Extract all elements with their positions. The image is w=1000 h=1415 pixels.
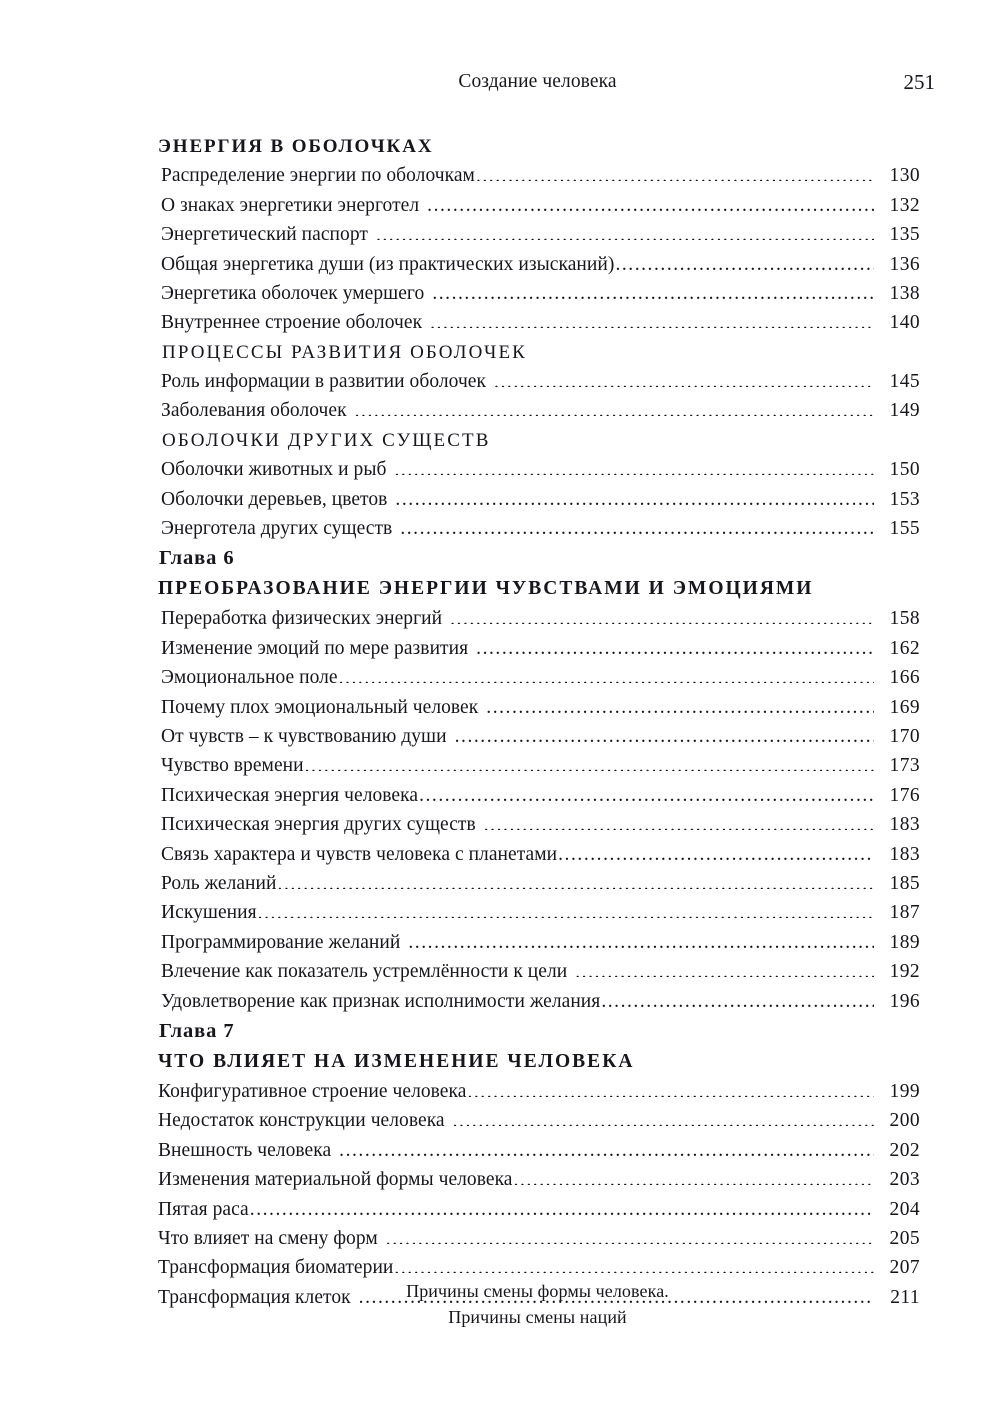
toc-entry[interactable] xyxy=(158,634,920,663)
toc-entry[interactable] xyxy=(158,191,920,220)
toc-entry[interactable] xyxy=(158,279,920,308)
toc-chapter-title: ПРЕОБРАЗОВАНИЕ ЭНЕРГИИ ЧУВСТВАМИ И ЭМОЦИЯМИ xyxy=(158,578,814,600)
toc-entry-page-number: 173 xyxy=(889,755,920,777)
toc-entry[interactable] xyxy=(158,1136,920,1165)
toc-entry-title: Внешность человека xyxy=(158,1139,332,1161)
toc-entry-title: Пятая раса xyxy=(158,1198,249,1220)
toc-entry-page-number: 192 xyxy=(889,961,920,983)
toc-leader-dots xyxy=(476,162,874,182)
toc-entry-title: Энергетический паспорт xyxy=(161,224,368,246)
toc-leader-dots xyxy=(408,928,874,948)
toc-leader-dots xyxy=(450,605,874,625)
toc-entry[interactable] xyxy=(158,1165,920,1194)
toc-entry-title: Эмоциональное поле xyxy=(161,667,338,689)
toc-entry-page-number: 204 xyxy=(889,1198,920,1220)
toc-leader-dots xyxy=(615,250,874,270)
footer-note xyxy=(140,1278,935,1330)
toc-entry-page-number: 183 xyxy=(889,843,920,865)
toc-entry[interactable] xyxy=(158,722,920,751)
toc-entry[interactable] xyxy=(158,693,920,722)
toc-chapter-label: Глава 6 xyxy=(159,547,235,570)
toc-leader-dots xyxy=(305,752,874,772)
toc-entry-title: Внутреннее строение оболочек xyxy=(161,312,423,334)
toc-entry[interactable] xyxy=(158,810,920,839)
toc-entry-page-number: 140 xyxy=(889,312,920,334)
toc-entry-page-number: 158 xyxy=(889,608,920,630)
toc-entry-page-number: 153 xyxy=(889,488,920,510)
toc-entry-page-number: 205 xyxy=(889,1228,920,1250)
toc-entry-title: От чувств – к чувствованию души xyxy=(161,725,447,747)
toc-entry-title: Программирование желаний xyxy=(161,931,401,953)
toc-entry-page-number: 202 xyxy=(889,1139,920,1161)
toc-leader-dots xyxy=(394,456,874,476)
running-header-title: Создание человека xyxy=(458,71,617,92)
toc-entry-title: Влечение как показатель устремлённости к цели xyxy=(161,961,568,983)
toc-entry-title: Трансформация клеток xyxy=(158,1286,351,1308)
toc-entry[interactable] xyxy=(158,220,920,249)
toc-leader-dots xyxy=(455,722,874,742)
toc-entry-page-number: 166 xyxy=(889,667,920,689)
toc-entry-page-number: 138 xyxy=(889,282,920,304)
toc-entry-page-number: 162 xyxy=(889,637,920,659)
toc-leader-dots xyxy=(376,221,874,241)
toc-entry[interactable] xyxy=(158,396,920,425)
toc-leader-dots xyxy=(339,664,874,684)
toc-entry-page-number: 207 xyxy=(889,1257,920,1279)
toc-leader-dots xyxy=(386,1225,874,1245)
toc-entry-page-number: 145 xyxy=(889,371,920,393)
toc-entry[interactable] xyxy=(158,308,920,337)
toc-entry-title: Заболевания оболочек xyxy=(161,400,347,422)
toc-section-heading: ОБОЛОЧКИ ДРУГИХ СУЩЕСТВ xyxy=(162,429,491,451)
toc-entry[interactable] xyxy=(158,751,920,780)
toc-entry-page-number: 185 xyxy=(889,873,920,895)
toc-entry-page-number: 203 xyxy=(889,1169,920,1191)
toc-leader-dots xyxy=(476,634,874,654)
toc-entry-title: Переработка физических энергий xyxy=(161,608,443,630)
toc-entry-title: Почему плох эмоциональный человек xyxy=(161,696,479,718)
toc-entry-page-number: 170 xyxy=(889,725,920,747)
toc-entry-page-number: 149 xyxy=(889,400,920,422)
toc-section-heading: ПРОЦЕССЫ РАЗВИТИЯ ОБОЛОЧЕК xyxy=(162,341,527,363)
toc-leader-dots xyxy=(467,1078,874,1098)
footer-note-line-1: Причины смены формы человека. xyxy=(406,1281,669,1301)
toc-entry-page-number: 211 xyxy=(890,1286,920,1308)
toc-leader-dots xyxy=(400,514,874,534)
toc-leader-dots xyxy=(355,397,874,417)
toc-leader-dots xyxy=(394,1254,874,1274)
toc-chapter-title: ЧТО ВЛИЯЕТ НА ИЗМЕНЕНИЕ ЧЕЛОВЕКА xyxy=(158,1051,635,1073)
toc-entry[interactable] xyxy=(158,1195,920,1224)
toc-entry-title: Оболочки животных и рыб xyxy=(161,459,387,481)
toc-entry-page-number: 150 xyxy=(889,459,920,481)
toc-leader-dots xyxy=(395,485,874,505)
toc-entry[interactable] xyxy=(158,898,920,927)
toc-entry-title: Конфигуративное строение человека xyxy=(158,1081,467,1103)
footer-note-line-2: Причины смены наций xyxy=(448,1307,627,1327)
toc-entry-title: Изменение эмоций по мере развития xyxy=(161,637,469,659)
toc-leader-dots xyxy=(601,987,874,1007)
toc-entry-page-number: 199 xyxy=(889,1081,920,1103)
toc-leader-dots xyxy=(558,840,874,860)
toc-entry-page-number: 136 xyxy=(889,253,920,275)
toc-entry-title: Изменения материальной формы человека xyxy=(158,1169,513,1191)
toc-entry[interactable] xyxy=(158,869,920,898)
toc-entry-title: Роль желаний xyxy=(161,873,277,895)
toc-entry[interactable] xyxy=(158,250,920,279)
toc-entry-page-number: 187 xyxy=(889,902,920,924)
toc-leader-dots xyxy=(339,1136,874,1156)
toc-leader-dots xyxy=(453,1107,874,1127)
toc-entry[interactable] xyxy=(158,1106,920,1135)
toc-entry-title: Энерготела других существ xyxy=(161,517,393,539)
toc-entry[interactable] xyxy=(158,781,920,810)
toc-entry[interactable] xyxy=(158,604,920,633)
toc-leader-dots xyxy=(484,811,874,831)
toc-leader-dots xyxy=(278,870,874,890)
toc-leader-dots xyxy=(575,958,874,978)
toc-entry[interactable] xyxy=(158,1077,920,1106)
toc-entry-title: Связь характера и чувств человека с планетами xyxy=(161,843,558,865)
toc-entry-page-number: 183 xyxy=(889,814,920,836)
toc-entry-page-number: 196 xyxy=(889,990,920,1012)
toc-entry[interactable] xyxy=(158,485,920,514)
toc-entry-page-number: 155 xyxy=(889,517,920,539)
running-header xyxy=(140,68,935,96)
page-number-folio: 251 xyxy=(903,70,935,94)
toc-entry-title: Искушения xyxy=(161,902,257,924)
toc-entry-title: Роль информации в развитии оболочек xyxy=(161,371,487,393)
toc-entry[interactable] xyxy=(158,455,920,484)
toc-entry-page-number: 135 xyxy=(889,224,920,246)
toc-entry[interactable] xyxy=(158,367,920,396)
toc-entry[interactable] xyxy=(158,161,920,190)
toc-entry-title: Недостаток конструкции человека xyxy=(158,1110,445,1132)
toc-entry[interactable] xyxy=(158,957,920,986)
toc-entry[interactable] xyxy=(158,987,920,1016)
toc-entry-title: Оболочки деревьев, цветов xyxy=(161,488,388,510)
toc-entry[interactable] xyxy=(158,514,920,543)
toc-leader-dots xyxy=(430,309,874,329)
toc-entry[interactable] xyxy=(158,663,920,692)
toc-leader-dots xyxy=(419,781,874,801)
toc-entry-page-number: 132 xyxy=(889,194,920,216)
toc-leader-dots xyxy=(494,368,874,388)
toc-entry[interactable] xyxy=(158,1224,920,1253)
toc-entry-title: Психическая энергия других существ xyxy=(161,814,476,836)
toc-leader-dots xyxy=(258,899,874,919)
toc-leader-dots xyxy=(432,279,874,299)
table-of-contents xyxy=(158,132,920,1312)
toc-entry-title: О знаках энергетики энерготел xyxy=(161,194,420,216)
toc-entry-title: Энергетика оболочек умершего xyxy=(161,282,425,304)
toc-entry-page-number: 200 xyxy=(889,1110,920,1132)
toc-entry-title: Чувство времени xyxy=(161,755,304,777)
toc-entry-page-number: 130 xyxy=(889,165,920,187)
toc-entry-title: Что влияет на смену форм xyxy=(158,1228,378,1250)
toc-entry[interactable] xyxy=(158,928,920,957)
toc-entry-title: Психическая энергия человека xyxy=(161,784,419,806)
toc-chapter-label: Глава 7 xyxy=(159,1020,235,1043)
toc-entry-title: Общая энергетика души (из практических изысканий) xyxy=(161,253,615,275)
toc-entry-page-number: 176 xyxy=(889,784,920,806)
toc-leader-dots xyxy=(486,693,874,713)
toc-entry-page-number: 169 xyxy=(889,696,920,718)
toc-section-heading: ЭНЕРГИЯ В ОБОЛОЧКАХ xyxy=(158,136,434,157)
toc-leader-dots xyxy=(250,1195,874,1215)
toc-entry[interactable] xyxy=(158,840,920,869)
toc-entry-title: Удовлетворение как признак исполнимости желания xyxy=(161,990,601,1012)
toc-leader-dots xyxy=(514,1166,874,1186)
toc-entry-title: Распределение энергии по оболочкам xyxy=(161,165,475,187)
toc-entry-page-number: 189 xyxy=(889,931,920,953)
toc-leader-dots xyxy=(427,191,874,211)
toc-entry-title: Трансформация биоматерии xyxy=(158,1257,394,1279)
